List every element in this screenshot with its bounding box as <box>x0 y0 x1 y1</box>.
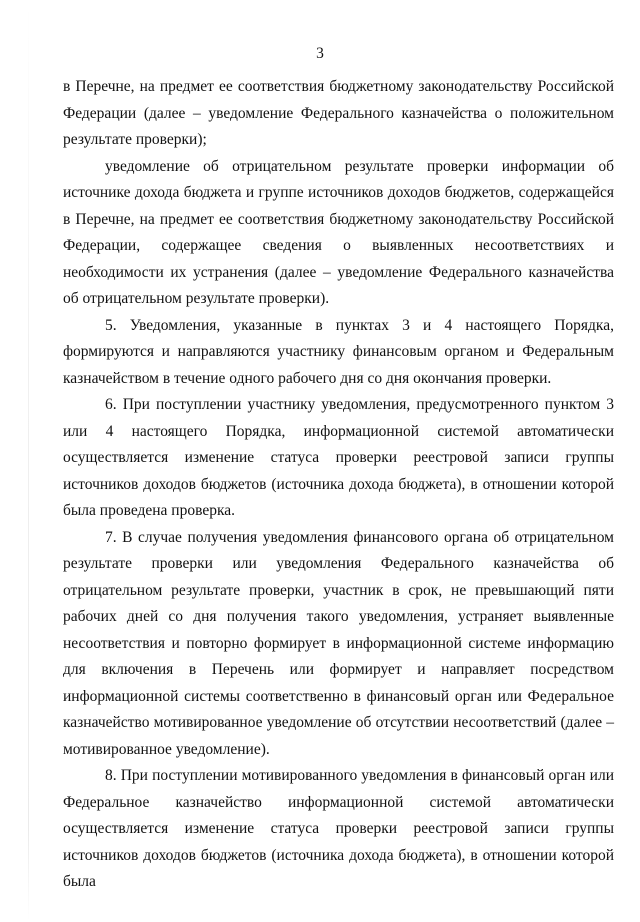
paragraph-item-7: 7. В случае получения уведомления финансового органа об отрицательном результате проверки или уведомления Федерального казначейства об отрицательном результате проверки, участник в срок, не превышающий пяти рабочих дней со дня получения такого уведомления, устраняет выявленные несоответствия и повторно формирует в информационной системе информацию для включения в Перечень или формирует и направляет посредством информационной системы соответственно в финансовый орган или Федеральное казначейство мотивированное уведомление об отсутствии несоответствий (далее – мотивированное уведомление). <box>63 528 614 758</box>
document-body <box>63 74 614 896</box>
scan-edge-shadow <box>28 0 29 922</box>
paragraph-item-8: 8. При поступлении мотивированного уведомления в финансовый орган или Федеральное казначейство информационной системой автоматически осуществляется изменение статуса проверки реестровой записи группы источников доходов бюджетов (источника дохода бюджета), в отношении которой была <box>63 767 614 890</box>
paragraph-negative-notice: уведомление об отрицательном результате проверки информации об источнике дохода бюджета и группе источников доходов бюджетов, содержащейся в Перечне, на предмет ее соответствия бюджетному законодательству Российской Федерации, содержащее сведения о выявленных несоответствиях и необходимости их устранения (далее – уведомление Федерального казначейства об отрицательном результате проверки). <box>63 157 614 307</box>
paragraph-item-5: 5. Уведомления, указанные в пунктах 3 и 4 настоящего Порядка, формируются и направляются участнику финансовым органом и Федеральным казначейством в течение одного рабочего дня со дня окончания проверки. <box>63 316 614 387</box>
paragraph-item-6: 6. При поступлении участнику уведомления, предусмотренного пунктом 3 или 4 настоящего Порядка, информационной системой автоматически осуществляется изменение статуса проверки реестровой записи группы источников доходов бюджетов (источника дохода бюджета), в отношении которой была проведена проверка. <box>63 396 614 519</box>
paragraph-continuation: в Перечне, на предмет ее соответствия бюджетному законодательству Российской Федерации (далее – уведомление Федерального казначейства о положительном результате проверки); <box>63 78 614 148</box>
page-number: 3 <box>316 45 324 62</box>
